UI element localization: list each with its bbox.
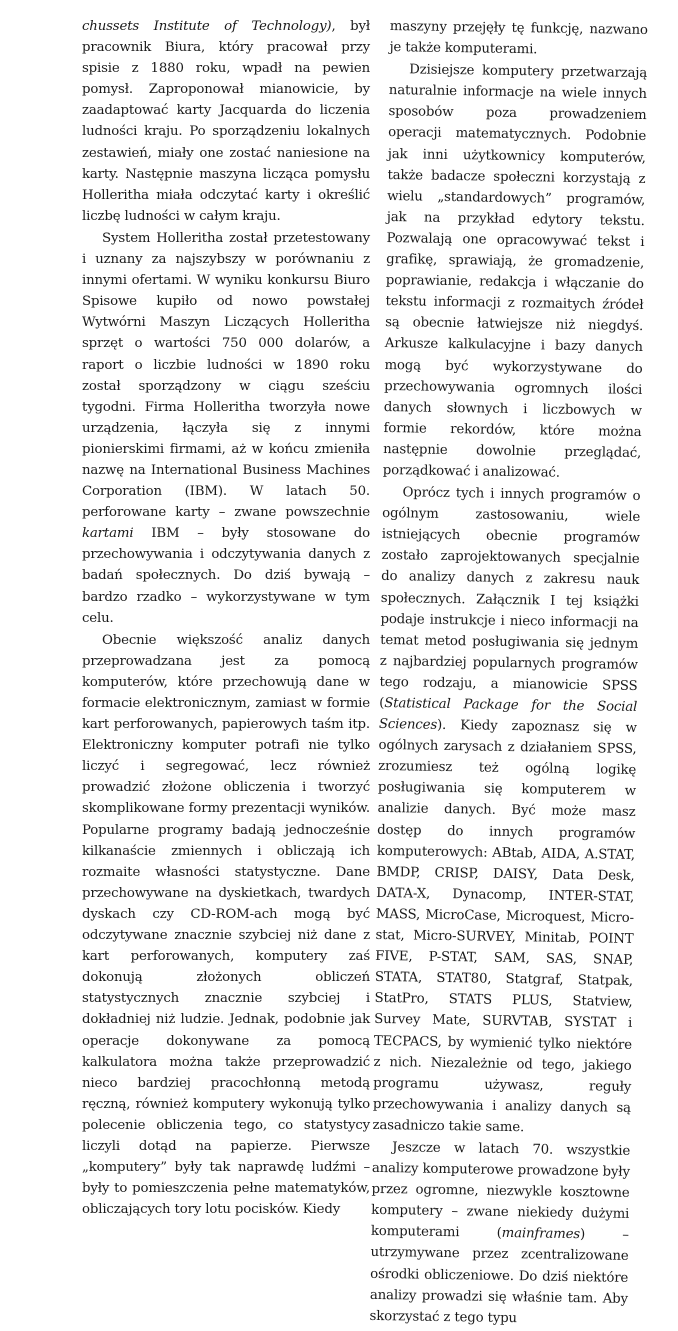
paragraph (82, 630, 370, 1221)
text-segment: Obecnie większość analiz danych przeprowadzana jest za pomocą komputerów, które przechowują dane w formacie elektronicznym, zamiast w formie kart perforowanych, papierowych taśm itp. Elektroniczny komputer potrafi nie tylko liczyć i segregować, lecz również prowadzić złożone obliczenia i tworzyć skomplikowane formy prezentacji wyników. Popularne programy badają jednocześnie kilkanaście zmiennych i obliczają ich rozmaite własności statystyczne. Dane przechowywane na dyskietkach, twardych dyskach czy CD-ROM-ach mogą być odczytywane znacznie szybciej niż dane z kart perforowanych, komputery zaś dokonują złożonych obliczeń statystycznych znacznie szybciej i dokładniej niż ludzie. Jednak, podobnie jak operacje dokonywane za pomocą kalkulatora można także przeprowadzić nieco bardziej pracochłonną metodą ręczną, również komputery wykonują tylko polecenie obliczenia tego, co statystycy liczyli dotąd na papierze. Pierwsze „komputery” były tak naprawdę ludźmi – były to pomieszczenia pełne matematyków, obliczających tory lotu pocisków. Kiedy (82, 632, 370, 1218)
text-segment: System Holleritha został przetestowany i uznany za najszybszy w porównaniu z innymi ofertami. W wyniku konkursu Biuro Spisowe kupiło od nowo powstałej Wytwórni Maszyn Liczących Holleritha sprzęt o wartości 750 000 dolarów, a raport o liczbie ludności w 1890 roku został sporządzony w ciągu sześciu tygodni. Firma Holleritha tworzyła nowe urządzenia, łączyła się z innymi pionierskimi firmami, aż w końcu zmieniła nazwę na International Business Machines Corporation (IBM). W latach 50. perforowane karty – zwane powszechnie (82, 230, 370, 521)
text-segment: Dzisiejsze komputery przetwarzają naturalnie informacje na wiele innych sposobów poza prowadzeniem operacji matematycznych. Podobnie jak inni użytkownicy komputerów, także badacze społeczni korzystają z wielu „standardowych” programów, jak na przykład edytory tekstu. Pozwalają one opracowywać tekst i grafikę, sprawiają, że gromadzenie, poprawianie, redakcja i włączanie do tekstu informacji z rozmaitych źródeł są obecnie łatwiejsze niż niegdyś. Arkusze kalkulacyjne i bazy danych mogą być wykorzystywane do przechowywania ogromnych ilości danych słownych i liczbowych w formie rekordów, które można następnie dowolnie przeglądać, porządkować i analizować. (382, 62, 648, 481)
text-segment: Jeszcze w latach 70. wszystkie analizy komputerowe prowadzone były przez ogromne, niezwykle kosztowne komputery – zwane niekiedy dużymi komputerami ( (370, 1140, 631, 1242)
text-segment: kartami (82, 526, 134, 542)
text-segment: IBM – były stosowane do przechowywania i odczytywania danych z badań społecznych. Do dziś bywają – bardzo rzadko – wykorzystywane w tym celu. (82, 526, 370, 626)
right-text-column (369, 16, 648, 1331)
text-segment: ) – utrzymywane przez zcentralizowane ośrodki obliczeniowe. Do dziś niektóre analizy prowadzi się właśnie tam. Aby skorzystać z tego typu (369, 1227, 629, 1326)
text-segment: ). Kiedy zapoznasz się w ogólnych zarysach z działaniem SPSS, zrozumiesz też ogólną logikę posługiwania się komputerem w analizie danych. Być może masz dostęp do innych programów komputerowych: ABtab, AIDA, A.STAT, BMDP, CRISP, DAISY, Data Desk, DATA-X, Dynacomp, INTER-STAT, MASS, MicroCase, Microquest, Micro-stat, Micro-SURVEY, Minitab, POINT FIVE, P-STAT, SAM, SAS, SNAP, STATA, STAT80, Statgraf, Statpak, StatPro, STATS PLUS, Statview, Survey Mate, SURVTAB, SYSTAT i TECPACS, by wymienić tylko niektóre z nich. Niezależnie od tego, jakiego programu używasz, reguły przechowywania i analizy danych są zasadniczo takie same. (372, 717, 637, 1136)
paragraph (82, 16, 370, 227)
text-segment: chussets Institute of Technology) (82, 19, 332, 34)
text-segment: Oprócz tych i innych programów o ogólnym zastosowaniu, wiele istniejących obecnie programów zostało zaprojektowanych specjalnie do analizy danych z zakresu nauk społecznych. Załącznik I tej książki podaje instrukcje i nieco informacji na temat metod posługiwania się jednym z najbardziej popularnych programów tego rodzaju, a mianowicie SPSS ( (379, 485, 641, 711)
text-segment: maszyny przejęły tę funkcję, nazwano je także komputerami. (389, 18, 648, 58)
text-segment: , był pracownik Biura, który pracował przy spisie z 1880 roku, wpadł na pewien pomysł. Zaproponował mianowicie, by zaadaptować karty Jacquarda do liczenia ludności kraju. Po sporządzeniu lokalnych zestawień, miały one zostać naniesione na karty. Następnie maszyna licząca pomysłu Holleritha miała odczytać karty i określić liczbę ludności w całym kraju. (82, 19, 370, 224)
text-segment: mainframes (501, 1226, 581, 1243)
text-segment: Statistical Package for the Social Sciences (378, 695, 638, 733)
paragraph (369, 1137, 630, 1331)
paragraph (383, 59, 648, 485)
paragraph (372, 482, 640, 1140)
left-text-column (82, 16, 370, 1220)
paragraph (389, 16, 648, 62)
paragraph (82, 228, 370, 629)
